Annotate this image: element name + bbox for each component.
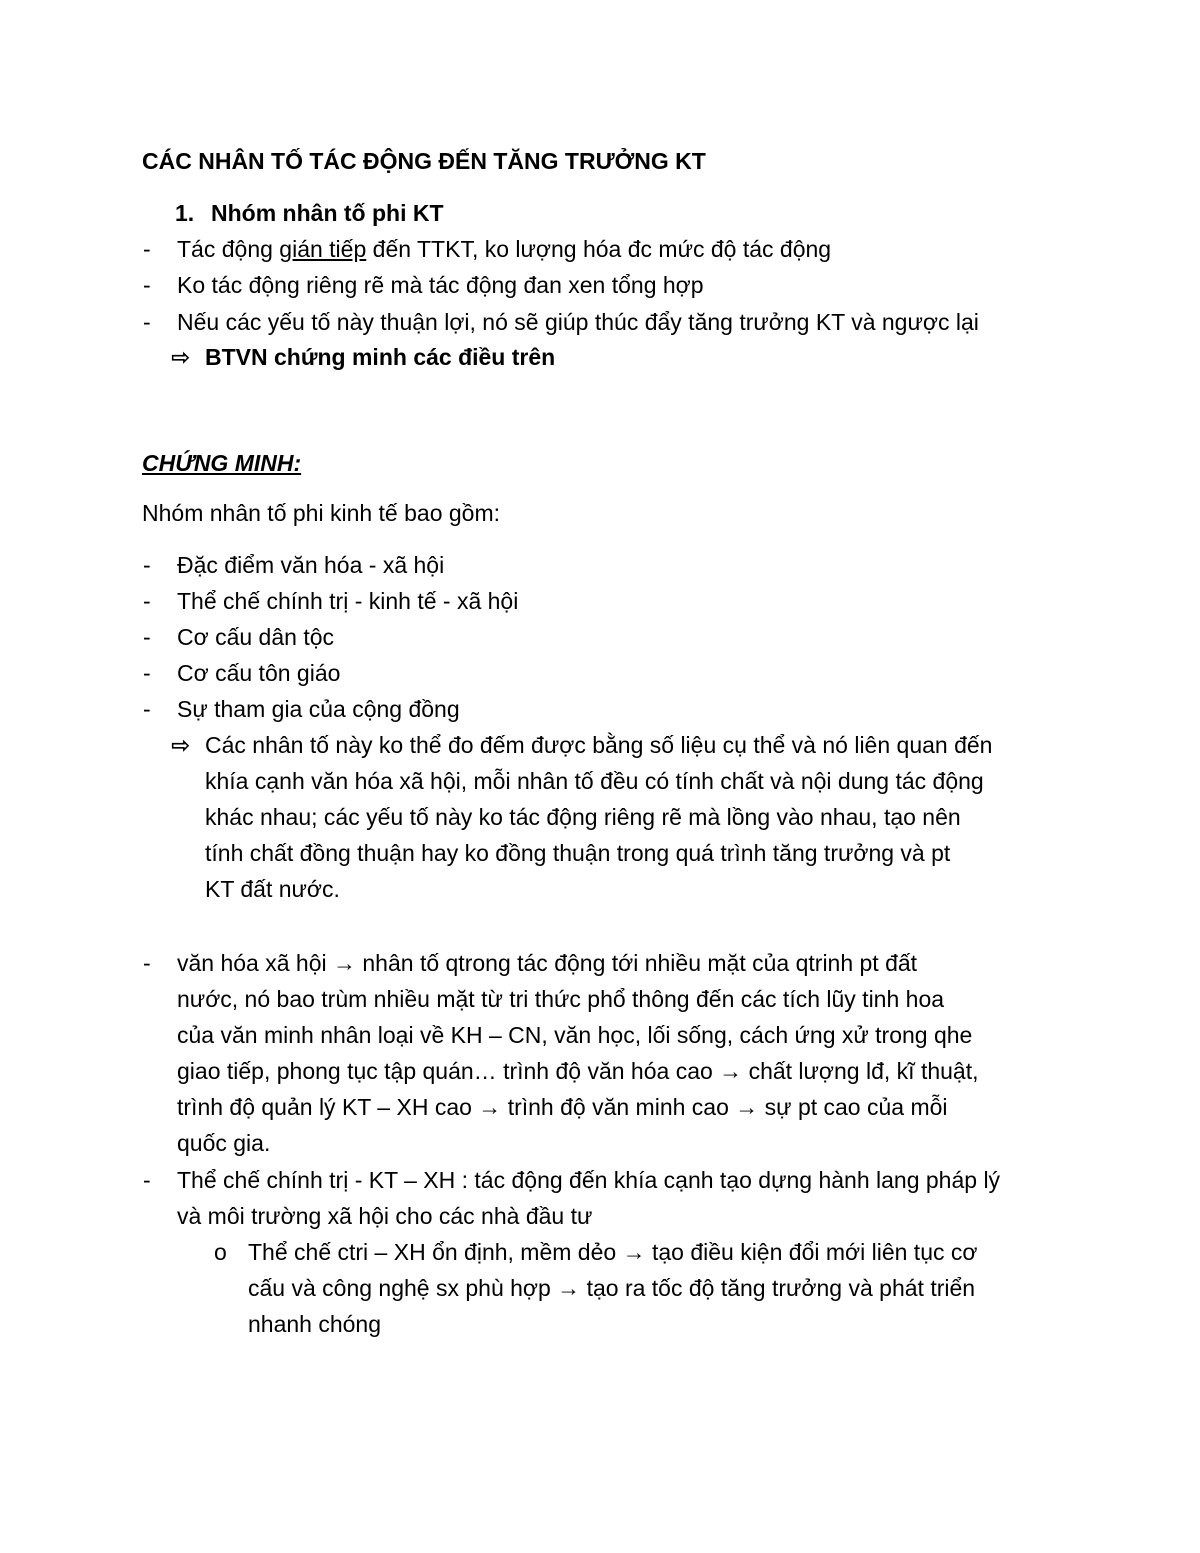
proof-conclusion-line: Các nhân tố này ko thể đo đếm được bằng số liệu cụ thể và nó liên quan đến: [205, 732, 993, 758]
proof-conclusion-line: khía cạnh văn hóa xã hội, mỗi nhân tố đều có tính chất và nội dung tác động: [205, 768, 984, 794]
culture-line: trình độ quản lý KT – XH cao → trình độ văn minh cao → sự pt cao của mỗi: [177, 1094, 948, 1120]
arrow-icon: ⇨: [171, 344, 191, 370]
bullet-dash: -: [143, 1167, 151, 1193]
bullet-dash: -: [143, 950, 151, 976]
bullet-dash: -: [143, 588, 151, 614]
bullet-circle: o: [214, 1239, 227, 1265]
proof-conclusion-line: tính chất đồng thuận hay ko đồng thuận trong quá trình tăng trưởng và pt: [205, 840, 951, 866]
bullet-dash: -: [143, 696, 151, 722]
bullet-indirect-impact: [177, 235, 831, 263]
bullet-dash: -: [143, 660, 151, 686]
institution-line: Thể chế chính trị - KT – XH : tác động đến khía cạnh tạo dựng hành lang pháp lý: [177, 1167, 1001, 1193]
section-heading: Nhóm nhân tố phi KT: [211, 200, 444, 226]
homework-conclusion: BTVN chứng minh các điều trên: [205, 344, 556, 370]
bullet-dash: -: [143, 272, 151, 298]
bullet-text: Tác động: [177, 236, 280, 262]
institution-line: và môi trường xã hội cho các nhà đầu tư: [177, 1203, 593, 1229]
proof-conclusion-line: KT đất nước.: [205, 876, 340, 902]
proof-intro: Nhóm nhân tố phi kinh tế bao gồm:: [142, 500, 501, 526]
underlined-text: gián tiếp: [279, 236, 367, 262]
bullet-dash: -: [143, 309, 151, 335]
list-item: Cơ cấu dân tộc: [177, 624, 335, 650]
document-title: CÁC NHÂN TỐ TÁC ĐỘNG ĐẾN TĂNG TRƯỞNG KT: [142, 148, 706, 174]
list-item: Đặc điểm văn hóa - xã hội: [177, 552, 445, 578]
culture-line: của văn minh nhân loại về KH – CN, văn học, lối sống, cách ứng xử trong qhe: [177, 1022, 973, 1048]
sub-point-line: Thể chế ctri – XH ổn định, mềm dẻo → tạo điều kiện đổi mới liên tục cơ: [248, 1239, 978, 1265]
section-number: 1.: [175, 200, 195, 226]
culture-line: giao tiếp, phong tục tập quán… trình độ văn hóa cao → chất lượng lđ, kĩ thuật,: [177, 1058, 979, 1084]
sub-point-line: cấu và công nghệ sx phù hợp → tạo ra tốc độ tăng trưởng và phát triển: [248, 1275, 976, 1301]
list-item: Sự tham gia của cộng đồng: [177, 696, 460, 722]
list-item: Thể chế chính trị - kinh tế - xã hội: [177, 588, 519, 614]
bullet-interwoven: Ko tác động riêng rẽ mà tác động đan xen tổng hợp: [177, 272, 704, 298]
proof-conclusion-line: khác nhau; các yếu tố này ko tác động riêng rẽ mà lồng vào nhau, tạo nên: [205, 804, 961, 830]
bullet-dash: -: [143, 552, 151, 578]
culture-line: quốc gia.: [177, 1130, 271, 1156]
bullet-favorable: Nếu các yếu tố này thuận lợi, nó sẽ giúp thúc đẩy tăng trưởng KT và ngược lại: [177, 309, 979, 335]
bullet-dash: -: [143, 624, 151, 650]
culture-line: văn hóa xã hội → nhân tố qtrong tác động tới nhiều mặt của qtrinh pt đất: [177, 950, 918, 976]
bullet-text: đến TTKT, ko lượng hóa đc mức độ tác động: [366, 236, 832, 262]
list-item: Cơ cấu tôn giáo: [177, 660, 341, 686]
proof-heading: CHỨNG MINH:: [142, 450, 302, 476]
bullet-dash: -: [143, 236, 151, 262]
sub-point-line: nhanh chóng: [248, 1311, 382, 1337]
culture-line: nước, nó bao trùm nhiều mặt từ tri thức phổ thông đến các tích lũy tinh hoa: [177, 986, 945, 1012]
arrow-icon: ⇨: [171, 732, 191, 758]
